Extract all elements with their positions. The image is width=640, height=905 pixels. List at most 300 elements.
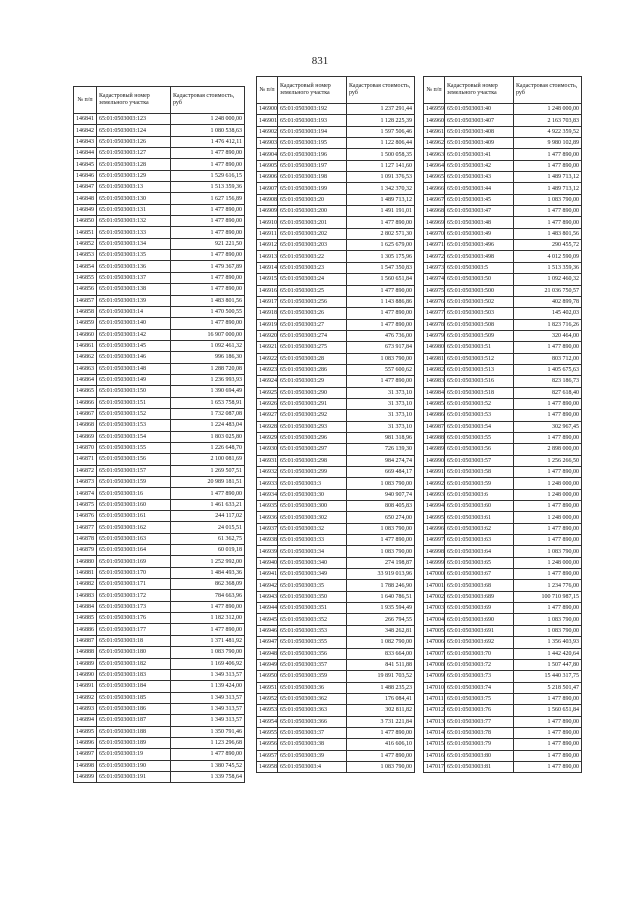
table-row [424, 410, 582, 421]
cadastral-number: 65:01:0503003:16 [97, 488, 171, 499]
row-number: 146995 [424, 512, 445, 523]
cadastral-value: 1 477 890,00 [514, 410, 582, 421]
cadastral-value: 1 477 890,00 [347, 535, 415, 546]
cadastral-number: 65:01:0503003:293 [278, 421, 347, 432]
cadastral-number: 65:01:0503003:186 [97, 703, 171, 714]
cadastral-number: 65:01:0503003:145 [97, 340, 171, 351]
row-number: 146996 [424, 523, 445, 534]
cadastral-number: 65:01:0503003:53 [445, 410, 514, 421]
header-num: № п/п [424, 77, 445, 104]
table-row [74, 250, 245, 261]
table-row [257, 603, 415, 614]
cadastral-number: 65:01:0503003:136 [97, 261, 171, 272]
cadastral-number: 65:01:0503003:290 [278, 387, 347, 398]
cadastral-number: 65:01:0503003:297 [278, 444, 347, 455]
table-row [424, 387, 582, 398]
cadastral-value: 1 380 745,52 [171, 760, 245, 771]
cadastral-number: 65:01:0503003:54 [445, 421, 514, 432]
cadastral-number: 65:01:0503003:48 [445, 217, 514, 228]
row-number: 146993 [424, 489, 445, 500]
row-number: 147001 [424, 580, 445, 591]
row-number: 146973 [424, 262, 445, 273]
cadastral-value: 21 036 750,57 [514, 285, 582, 296]
row-number: 146998 [424, 546, 445, 557]
cadastral-value: 862 368,09 [171, 579, 245, 590]
table-row [424, 296, 582, 307]
cadastral-value: 476 736,00 [347, 330, 415, 341]
cadastral-number: 65:01:0503003:176 [97, 613, 171, 624]
cadastral-number: 65:01:0503003:195 [278, 138, 347, 149]
row-number: 146878 [74, 533, 97, 544]
table-row [74, 363, 245, 374]
row-number: 146928 [257, 421, 278, 432]
cadastral-value: 1 083 790,00 [514, 194, 582, 205]
cadastral-number: 65:01:0503003:163 [97, 533, 171, 544]
cadastral-number: 65:01:0503003:70 [445, 648, 514, 659]
row-number: 146986 [424, 410, 445, 421]
cadastral-number: 65:01:0503003:22 [278, 251, 347, 262]
cadastral-number: 65:01:0503003:13 [97, 182, 171, 193]
cadastral-value: 1 640 786,51 [347, 591, 415, 602]
row-number: 147000 [424, 569, 445, 580]
cadastral-value: 1 080 538,63 [171, 125, 245, 136]
row-number: 146897 [74, 749, 97, 760]
cadastral-number: 65:01:0503003:146 [97, 352, 171, 363]
cadastral-number: 65:01:0503003:76 [445, 705, 514, 716]
table-row [257, 217, 415, 228]
table-row [74, 386, 245, 397]
cadastral-value: 1 477 890,00 [514, 398, 582, 409]
cadastral-value: 1 123 296,68 [171, 737, 245, 748]
cadastral-value: 1 083 790,00 [347, 546, 415, 557]
cadastral-value: 1 477 890,00 [171, 272, 245, 283]
cadastral-value: 266 794,55 [347, 614, 415, 625]
cadastral-number: 65:01:0503003:692 [445, 637, 514, 648]
table-row [424, 546, 582, 557]
row-number: 146951 [257, 682, 278, 693]
row-number: 146858 [74, 306, 97, 317]
cadastral-value: 1 083 790,00 [514, 546, 582, 557]
row-number: 146979 [424, 330, 445, 341]
cadastral-number: 65:01:0503003:40 [445, 104, 514, 115]
row-number: 146982 [424, 364, 445, 375]
table-body [74, 114, 245, 783]
row-number: 146953 [257, 705, 278, 716]
table-row [74, 272, 245, 283]
cadastral-value: 1 224 483,04 [171, 420, 245, 431]
cadastral-value: 841 511,88 [347, 659, 415, 670]
row-number: 146926 [257, 398, 278, 409]
cadastral-number: 65:01:0503003:286 [278, 364, 347, 375]
cadastral-value: 1 477 890,00 [171, 284, 245, 295]
cadastral-number: 65:01:0503003:291 [278, 398, 347, 409]
row-number: 146950 [257, 671, 278, 682]
row-number: 146915 [257, 274, 278, 285]
table-row [257, 410, 415, 421]
table-row [257, 160, 415, 171]
table-header-row [424, 77, 582, 104]
cadastral-number: 65:01:0503003:42 [445, 160, 514, 171]
cadastral-number: 65:01:0503003:200 [278, 206, 347, 217]
cadastral-number: 65:01:0503003:191 [97, 771, 171, 782]
cadastral-value: 4 012 590,09 [514, 251, 582, 262]
cadastral-value: 1 477 890,00 [514, 739, 582, 750]
table-row [424, 761, 582, 772]
cadastral-value: 1 477 890,00 [171, 488, 245, 499]
row-number: 146905 [257, 160, 278, 171]
row-number: 146843 [74, 136, 97, 147]
cadastral-value: 1 547 350,83 [347, 262, 415, 273]
row-number: 146859 [74, 318, 97, 329]
cadastral-value: 1 248 000,00 [514, 512, 582, 523]
row-number: 146956 [257, 739, 278, 750]
table-row [257, 342, 415, 353]
table-row [257, 671, 415, 682]
table-row [424, 194, 582, 205]
cadastral-value: 1 477 890,00 [514, 603, 582, 614]
row-number: 146904 [257, 149, 278, 160]
table-row [257, 478, 415, 489]
cadastral-number: 65:01:0503003:409 [445, 138, 514, 149]
row-number: 146892 [74, 692, 97, 703]
cadastral-value: 1 477 890,00 [514, 523, 582, 534]
row-number: 146854 [74, 261, 97, 272]
row-number: 146884 [74, 601, 97, 612]
table-row [257, 659, 415, 670]
cadastral-number: 65:01:0503003:68 [445, 580, 514, 591]
cadastral-value: 1 477 890,00 [514, 206, 582, 217]
cadastral-value: 1 788 246,90 [347, 580, 415, 591]
row-number: 146938 [257, 535, 278, 546]
cadastral-value: 1 477 890,00 [514, 716, 582, 727]
table-row [424, 625, 582, 636]
cadastral-number: 65:01:0503003:180 [97, 647, 171, 658]
cadastral-value: 1 477 890,00 [514, 467, 582, 478]
cadastral-value: 416 606,10 [347, 739, 415, 750]
cadastral-value: 1 477 890,00 [171, 250, 245, 261]
row-number: 146900 [257, 104, 278, 115]
cadastral-number: 65:01:0503003:74 [445, 682, 514, 693]
table-row [257, 455, 415, 466]
row-number: 146999 [424, 557, 445, 568]
cadastral-value: 100 710 987,15 [514, 591, 582, 602]
table-row [424, 716, 582, 727]
cadastral-number: 65:01:0503003:124 [97, 125, 171, 136]
row-number: 147006 [424, 637, 445, 648]
row-number: 146923 [257, 364, 278, 375]
table-row [424, 421, 582, 432]
table-row [74, 522, 245, 533]
row-number: 146919 [257, 319, 278, 330]
table-row [424, 115, 582, 126]
cadastral-value: 1 513 359,36 [171, 182, 245, 193]
table-row [257, 387, 415, 398]
cadastral-value: 1 560 651,84 [514, 705, 582, 716]
table-row [257, 126, 415, 137]
cadastral-value: 1 305 175,96 [347, 251, 415, 262]
cadastral-number: 65:01:0503003:14 [97, 306, 171, 317]
cadastral-value: 9 980 102,89 [514, 138, 582, 149]
cadastral-value: 16 907 000,00 [171, 329, 245, 340]
cadastral-value: 996 186,30 [171, 352, 245, 363]
table-row [257, 149, 415, 160]
cadastral-number: 65:01:0503003:43 [445, 172, 514, 183]
cadastral-number: 65:01:0503003:188 [97, 726, 171, 737]
cadastral-value: 1 288 720,08 [171, 363, 245, 374]
cadastral-number: 65:01:0503003:129 [97, 170, 171, 181]
table-row [424, 478, 582, 489]
cadastral-value: 1 256 266,50 [514, 455, 582, 466]
cadastral-value: 726 139,30 [347, 444, 415, 455]
table-row [257, 569, 415, 580]
row-number: 146874 [74, 488, 97, 499]
cadastral-number: 65:01:0503003:4 [278, 761, 347, 772]
cadastral-number: 65:01:0503003:183 [97, 669, 171, 680]
table-row [74, 136, 245, 147]
cadastral-value: 1 483 801,56 [514, 228, 582, 239]
cadastral-value: 1 350 791,46 [171, 726, 245, 737]
cadastral-value: 20 989 181,51 [171, 477, 245, 488]
table-row [257, 546, 415, 557]
table-row [424, 489, 582, 500]
row-number: 146980 [424, 342, 445, 353]
table-row [424, 535, 582, 546]
table-row [74, 170, 245, 181]
table-row [424, 512, 582, 523]
row-number: 146966 [424, 183, 445, 194]
table-row [74, 193, 245, 204]
cadastral-number: 65:01:0503003:19 [97, 749, 171, 760]
row-number: 147002 [424, 591, 445, 602]
cadastral-number: 65:01:0503003:194 [278, 126, 347, 137]
row-number: 146864 [74, 374, 97, 385]
cadastral-value: 1 349 313,57 [171, 692, 245, 703]
cadastral-number: 65:01:0503003:132 [97, 216, 171, 227]
table-row [424, 705, 582, 716]
table-row [424, 398, 582, 409]
cadastral-value: 1 248 000,00 [514, 489, 582, 500]
table-body [257, 104, 415, 773]
cadastral-number: 65:01:0503003:513 [445, 364, 514, 375]
cadastral-number: 65:01:0503003:359 [278, 671, 347, 682]
cadastral-value: 1 477 890,00 [171, 601, 245, 612]
row-number: 146978 [424, 319, 445, 330]
cadastral-value: 803 712,00 [514, 353, 582, 364]
row-number: 146954 [257, 716, 278, 727]
cadastral-number: 65:01:0503003:140 [97, 318, 171, 329]
table-row [257, 183, 415, 194]
row-number: 146851 [74, 227, 97, 238]
cadastral-value: 784 663,96 [171, 590, 245, 601]
table-row [257, 727, 415, 738]
table-row [74, 148, 245, 159]
cadastral-value: 176 084,41 [347, 693, 415, 704]
table-row [257, 693, 415, 704]
row-number: 146877 [74, 522, 97, 533]
row-number: 146930 [257, 444, 278, 455]
cadastral-value: 1 083 790,00 [514, 625, 582, 636]
row-number: 146882 [74, 579, 97, 590]
cadastral-number: 65:01:0503003:5 [445, 262, 514, 273]
cadastral-number: 65:01:0503003:350 [278, 591, 347, 602]
table-row [74, 442, 245, 453]
cadastral-value: 1 477 890,00 [347, 750, 415, 761]
table-row [74, 635, 245, 646]
cadastral-number: 65:01:0503003:126 [97, 136, 171, 147]
table-row [424, 285, 582, 296]
row-number: 146933 [257, 478, 278, 489]
table-row [74, 647, 245, 658]
row-number: 147012 [424, 705, 445, 716]
row-number: 146945 [257, 614, 278, 625]
cadastral-value: 1 507 447,80 [514, 659, 582, 670]
table-row [74, 590, 245, 601]
cadastral-number: 65:01:0503003:75 [445, 693, 514, 704]
cadastral-value: 1 083 790,00 [347, 478, 415, 489]
cadastral-number: 65:01:0503003:502 [445, 296, 514, 307]
row-number: 146927 [257, 410, 278, 421]
cadastral-value: 2 802 571,30 [347, 228, 415, 239]
row-number: 146974 [424, 274, 445, 285]
row-number: 146940 [257, 557, 278, 568]
cadastral-number: 65:01:0503003:349 [278, 569, 347, 580]
table-header-row [74, 87, 245, 114]
cadastral-value: 921 221,50 [171, 238, 245, 249]
cadastral-number: 65:01:0503003:298 [278, 455, 347, 466]
row-number: 147004 [424, 614, 445, 625]
row-number: 146875 [74, 499, 97, 510]
cadastral-number: 65:01:0503003:78 [445, 727, 514, 738]
cadastral-value: 1 461 633,21 [171, 499, 245, 510]
cadastral-value: 1 477 890,00 [171, 318, 245, 329]
cadastral-value: 673 917,84 [347, 342, 415, 353]
table-row [74, 556, 245, 567]
cadastral-number: 65:01:0503003:38 [278, 739, 347, 750]
table-row [74, 613, 245, 624]
table-row [424, 432, 582, 443]
cadastral-number: 65:01:0503003:37 [278, 727, 347, 738]
cadastral-number: 65:01:0503003:197 [278, 160, 347, 171]
table-header-row [257, 77, 415, 104]
cadastral-value: 1 477 890,00 [347, 217, 415, 228]
table-row [74, 227, 245, 238]
table-row [257, 535, 415, 546]
row-number: 146898 [74, 760, 97, 771]
table-row [424, 467, 582, 478]
cadastral-value: 302 811,82 [347, 705, 415, 716]
table-row [424, 648, 582, 659]
row-number: 146957 [257, 750, 278, 761]
cadastral-number: 65:01:0503003:155 [97, 442, 171, 453]
cadastral-number: 65:01:0503003:362 [278, 693, 347, 704]
row-number: 146964 [424, 160, 445, 171]
row-number: 146842 [74, 125, 97, 136]
cadastral-number: 65:01:0503003:58 [445, 467, 514, 478]
cadastral-number: 65:01:0503003:152 [97, 408, 171, 419]
row-number: 146844 [74, 148, 97, 159]
cadastral-number: 65:01:0503003:139 [97, 295, 171, 306]
table-row [257, 194, 415, 205]
cadastral-number: 65:01:0503003:51 [445, 342, 514, 353]
cadastral-value: 1 477 890,00 [514, 761, 582, 772]
cadastral-number: 65:01:0503003:159 [97, 477, 171, 488]
table-row [257, 467, 415, 478]
table-row [424, 750, 582, 761]
cadastral-number: 65:01:0503003:73 [445, 671, 514, 682]
table-row [257, 512, 415, 523]
cadastral-value: 1 477 890,00 [514, 217, 582, 228]
row-number: 146921 [257, 342, 278, 353]
header-cadastral: Кадастровый номер земельного участка [97, 87, 171, 114]
table-row [424, 637, 582, 648]
cadastral-number: 65:01:0503003:27 [278, 319, 347, 330]
cadastral-number: 65:01:0503003:516 [445, 376, 514, 387]
table-row [74, 499, 245, 510]
cadastral-value: 1 237 291,44 [347, 104, 415, 115]
row-number: 147008 [424, 659, 445, 670]
row-number: 146922 [257, 353, 278, 364]
row-number: 146885 [74, 613, 97, 624]
table-row [74, 681, 245, 692]
table-row [424, 682, 582, 693]
row-number: 146860 [74, 329, 97, 340]
table-row [74, 159, 245, 170]
cadastral-number: 65:01:0503003:496 [445, 240, 514, 251]
table-row [257, 580, 415, 591]
table-row [257, 557, 415, 568]
row-number: 146943 [257, 591, 278, 602]
cadastral-number: 65:01:0503003:351 [278, 603, 347, 614]
table-row [257, 274, 415, 285]
row-number: 146872 [74, 465, 97, 476]
cadastral-value: 1 169 406,92 [171, 658, 245, 669]
row-number: 146887 [74, 635, 97, 646]
table-row [424, 228, 582, 239]
table-row [257, 501, 415, 512]
cadastral-number: 65:01:0503003:64 [445, 546, 514, 557]
row-number: 146863 [74, 363, 97, 374]
table-row [424, 557, 582, 568]
table-row [74, 715, 245, 726]
row-number: 146988 [424, 432, 445, 443]
row-number: 146917 [257, 296, 278, 307]
row-number: 146880 [74, 556, 97, 567]
row-number: 146929 [257, 432, 278, 443]
cadastral-number: 65:01:0503003:363 [278, 705, 347, 716]
cadastral-value: 669 484,17 [347, 467, 415, 478]
row-number: 146939 [257, 546, 278, 557]
cadastral-number: 65:01:0503003:23 [278, 262, 347, 273]
cadastral-number: 65:01:0503003:130 [97, 193, 171, 204]
row-number: 146971 [424, 240, 445, 251]
cadastral-number: 65:01:0503003:162 [97, 522, 171, 533]
cadastral-number: 65:01:0503003:25 [278, 285, 347, 296]
cadastral-number: 65:01:0503003:153 [97, 420, 171, 431]
cadastral-value: 650 274,00 [347, 512, 415, 523]
cadastral-number: 65:01:0503003:169 [97, 556, 171, 567]
cadastral-number: 65:01:0503003:150 [97, 386, 171, 397]
cadastral-number: 65:01:0503003:512 [445, 353, 514, 364]
cadastral-value: 1 122 806,44 [347, 138, 415, 149]
cadastral-value: 1 477 890,00 [347, 727, 415, 738]
table-row [257, 591, 415, 602]
table-row [424, 149, 582, 160]
table-row [257, 489, 415, 500]
row-number: 146899 [74, 771, 97, 782]
table-row [74, 340, 245, 351]
cadastral-number: 65:01:0503003:72 [445, 659, 514, 670]
cadastral-value: 1 248 000,00 [514, 478, 582, 489]
